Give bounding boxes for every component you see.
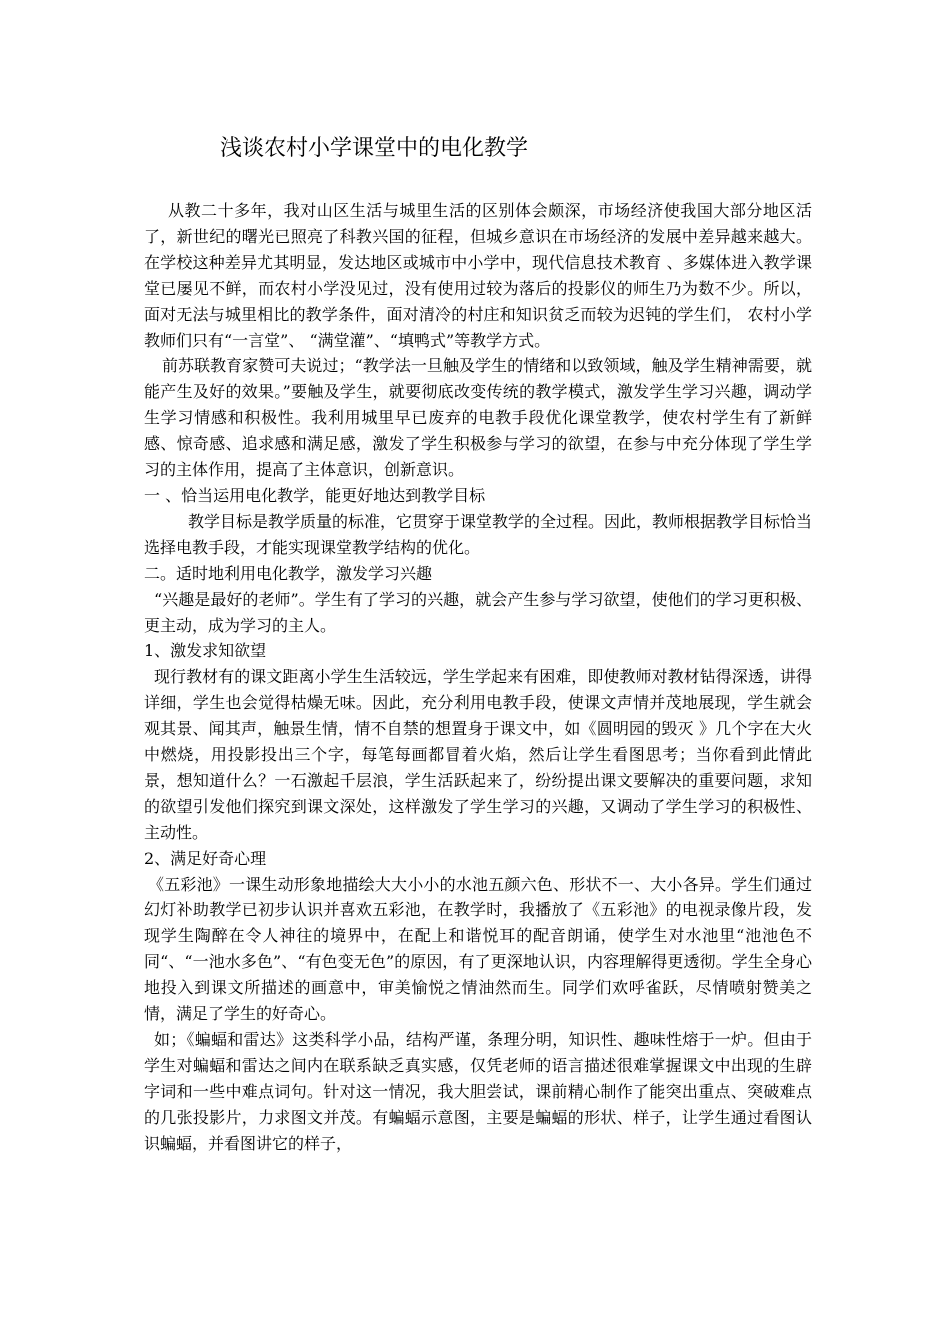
subsection-heading: 1、激发求知欲望 (144, 641, 267, 661)
document-title: 浅谈农村小学课堂中的电化教学 (220, 136, 529, 161)
paragraph: 如；《蝙蝠和雷达》这类科学小品，结构严谨，条理分明，知识性、趣味性熔于一炉。但由于学生对蝙蝠和雷达之间内在联系缺乏真实感，仅凭老师的语言描述很难掌握课文中出现的生辟字词和一些中难点词句。针对这一情况，我大胆尝试，课前精心制作了能突出重点、突破难点的几张投影片，力求图文并茂。有蝙蝠示意图，主要是蝙蝠的形状、样子，让学生通过看图认识蝙蝠，并看图讲它的样子， (144, 1030, 812, 1153)
paragraph: “兴趣是最好的老师”。学生有了学习的兴趣，就会产生参与学习欲望，使他们的学习更积极、更主动，成为学习的主人。 (144, 589, 812, 635)
paragraph: 现行教材有的课文距离小学生生活较远，学生学起来有困难，即使教师对教材钻得深透，讲得详细，学生也会觉得枯燥无味。因此，充分利用电教手段，使课文声情并茂地展现，学生就会观其景、闻其声，触景生情，情不自禁的想置身于课文中，如《圆明园的毁灭 》几个字在大火中燃烧，用投影投出三个字，每笔每画都冒着火焰，然后让学生看图思考；当你看到此情此景，想知道什么？一石激起千层浪，学生活跃起来了，纷纷提出课文要解决的重要问题，求知的欲望引发他们探究到课文深处，这样激发了学生学习的兴趣，又调动了学生学习的积极性、主动性。 (144, 667, 812, 842)
section-heading: 二。适时地利用电化教学，激发学习兴趣 (144, 563, 433, 583)
subsection-heading: 2、满足好奇心理 (144, 848, 267, 868)
section-heading: 一 、恰当运用电化教学，能更好地达到教学目标 (144, 485, 486, 505)
document-body (144, 198, 812, 1157)
paragraph: 前苏联教育家赞可夫说过；“教学法一旦触及学生的情绪和以致领域，触及学生精神需要，就能产生及好的效果。”要触及学生，就要彻底改变传统的教学模式，激发学生学习兴趣，调动学生学习情感和积极性。我利用城里早已废弃的电教手段优化课堂教学，使农村学生有了新鲜感、惊奇感、追求感和满足感，激发了学生积极参与学习的欲望，在参与中充分体现了学生学习的主体作用，提高了主体意识，创新意识。 (144, 356, 812, 480)
paragraph: 《五彩池》一课生动形象地描绘大大小小的水池五颜六色、形状不一、大小各异。学生们通过幻灯补助教学已初步认识并喜欢五彩池，在教学时，我播放了《五彩池》的电视录像片段，发现学生陶醉在令人神往的境界中，在配上和谐悦耳的配音朗诵，使学生对水池里“池池色不同“、“一池水多色”、“有色变无色”的原因，有了更深地认识，内容理解得更透彻。学生全身心地投入到课文所描述的画意中，审美愉悦之情油然而生。同学们欢呼雀跃，尽情喷射赞美之情，满足了学生的好奇心。 (144, 874, 812, 1024)
paragraph: 教学目标是教学质量的标准，它贯穿于课堂教学的全过程。因此，教师根据教学目标恰当选择电教手段，才能实现课堂教学结构的优化。 (144, 511, 813, 557)
paragraph: 从教二十多年，我对山区生活与城里生活的区别体会颇深，市场经济使我国大部分地区活了，新世纪的曙光已照亮了科教兴国的征程，但城乡意识在市场经济的发展中差异越来越大。在学校这种差异尤其明显，发达地区或城市中小学中，现代信息技术教育 、多媒体进入教学课堂已屡见不鲜，而农村小学没见过，没有使用过较为落后的投影仪的师生乃为数不少。所以，面对无法与城里相比的教学条件，面对清冷的村庄和知识贫乏而较为迟钝的学生们， 农村小学教师们只有“一言堂”、 “满堂灌”、“填鸭式”等教学方式。 (144, 201, 812, 350)
